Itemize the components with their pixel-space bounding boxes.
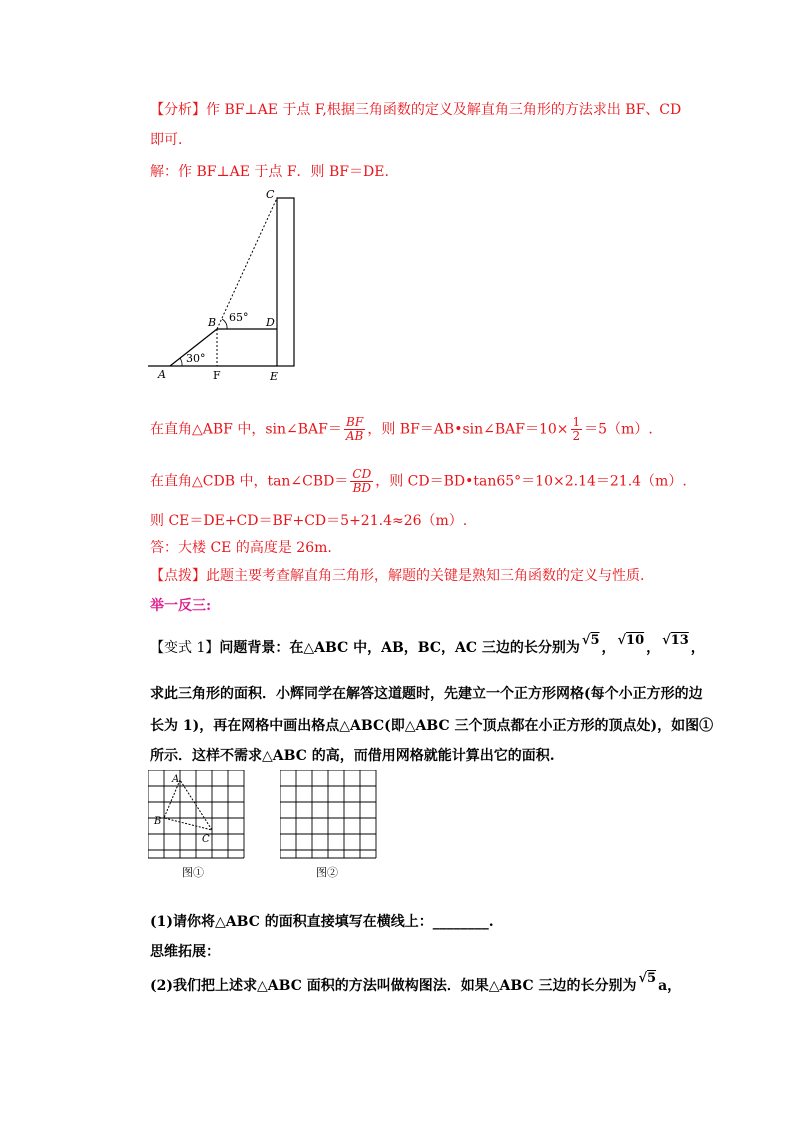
variant-line-2: 求此三角形的面积．小辉同学在解答这道题时，先建立一个正方形网格(每个小正方形的边 [150,686,703,702]
label-c: C [266,188,275,201]
sqrt-5: √5 [638,971,657,986]
label-f: F [213,369,221,382]
variant-text-1: 问题背景：在△ABC 中，AB，BC，AC 三边的长分别为 [219,640,580,656]
label-a: A [172,774,180,785]
fig2-caption: 图② [316,866,338,879]
grid-lines-1 [148,770,244,858]
extension-heading: 思维拓展： [150,944,220,960]
fraction-numerator: BF [344,416,365,430]
grid-figure-1 [148,770,248,882]
grid-figure-2 [280,770,380,882]
fraction-bf-ab [344,416,365,443]
label-b: B [208,316,217,329]
angle-arc-65 [222,319,227,329]
question-2-tail: a， [658,978,682,994]
fraction-half [571,416,583,443]
step-2-suffix: ，则 CD＝BD•tan65°＝10×2.14＝21.4（m）. [375,473,687,490]
label-d: D [266,316,275,329]
analysis-text-1: 作 BF⊥AE 于点 F,根据三角函数的定义及解直角三角形的方法求出 BF、CD [206,102,682,118]
analysis-tag: 【分析】 [150,102,206,118]
analysis-text-2: 即可. [150,132,183,148]
solution-intro: 解：作 BF⊥AE 于点 F．则 BF＝DE. [150,164,389,180]
analysis-line-1 [150,100,681,120]
fraction-cd-bd [350,468,373,495]
variant-line-1: 【变式 1】问题背景：在△ABC 中，AB，BC，AC 三边的长分别为 √5 ， √10 ， √13 ， [150,633,705,656]
sight-line-bc [217,198,277,329]
step-2-prefix: 在直角△CDB 中，tan∠CBD＝ [150,473,349,490]
step-1-prefix: 在直角△ABF 中，sin∠BAF＝ [150,421,342,438]
label-c: C [202,834,210,845]
fig1-caption: 图① [182,866,204,879]
grid-lines-2 [280,770,376,858]
answer: 答：大楼 CE 的高度是 26m. [150,540,332,556]
angle-arc-30 [180,358,182,366]
fraction-denominator: AB [345,429,364,443]
half-numerator: 1 [572,415,581,429]
sqrt-13: √13 [662,633,689,648]
sqrt-5: √5 [581,633,600,648]
angle-label-30: 30° [186,352,206,365]
building-figure [140,182,310,387]
step-1 [150,416,653,443]
analysis-line-2 [150,130,182,150]
question-1: (1)请你将△ABC 的面积直接填写在横线上：________. [150,914,494,930]
fraction-denominator: BD [352,481,372,495]
label-e: E [270,370,279,383]
question-2 [150,971,682,997]
label-a: A [158,368,166,381]
angle-label-65: 65° [229,311,249,324]
variant-line-3: 长为 1)，再在网格中画出格点△ABC(即△ABC 三个顶点都在小正方形的顶点处)，如图① [150,718,714,734]
comment-tag: 【点拨】 [150,568,206,584]
step-3: 则 CE＝DE+CD＝BF+CD＝5+21.4≈26（m）. [150,513,468,529]
label-b: B [154,816,162,827]
sqrt-10: √10 [617,633,645,648]
building-rect [277,198,294,366]
triangle-abc [164,780,212,830]
comment-text: 此题主要考查解直角三角形，解题的关键是熟知三角函数的定义与性质. [206,568,645,584]
question-2-text: (2)我们把上述求△ABC 面积的方法叫做构图法．如果△ABC 三边的长分别为 [150,978,637,994]
variant-tag: 【变式 1】 [150,640,220,656]
half-denominator: 2 [572,429,581,443]
fraction-numerator: CD [352,467,372,481]
step-1-suffix: ＝5（m）. [584,421,653,438]
step-1-middle: ，则 BF＝AB•sin∠BAF＝10× [367,421,569,438]
variant-line-4: 所示．这样不需求△ABC 的高，而借用网格就能计算出它的面积. [150,748,555,764]
comment [150,566,644,586]
step-2 [150,468,687,495]
practice-heading: 举一反三: [150,598,212,614]
